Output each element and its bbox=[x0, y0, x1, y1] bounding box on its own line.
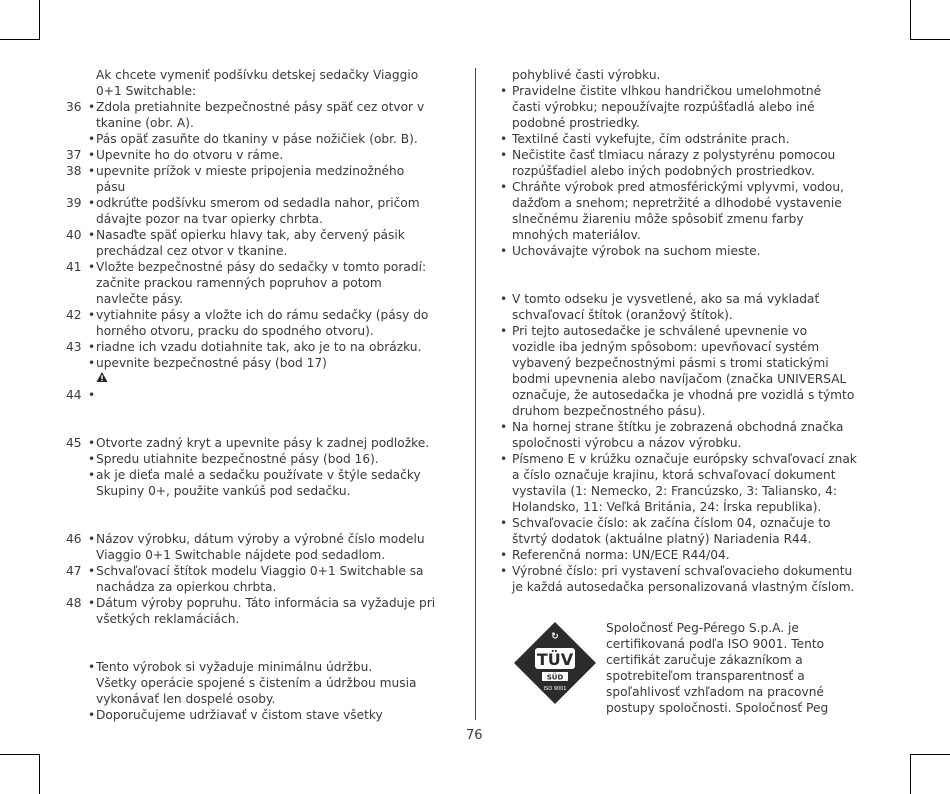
step-40: 40 • Nasaďte späť opierku hlavy tak, aby červený pásik prechádzal cez otvor v tkanine. bbox=[66, 228, 405, 258]
crop-mark-bottom-right-vertical bbox=[910, 754, 911, 794]
tuv-sud-logo bbox=[512, 620, 598, 706]
step-47: 47 • Schvaľovací štítok modelu Viaggio 0+1 Switchable sa nachádza za opierkou chrbta. bbox=[66, 564, 424, 594]
cleaning-item-2: • Textilné časti vykefujte, čím odstránite prach. bbox=[500, 132, 790, 146]
step-43-subitem: • upevnite bezpečnostné pásy (bod 17) bbox=[88, 356, 327, 370]
crop-mark-bottom-left-horizontal bbox=[0, 754, 40, 755]
step-36: 36 • Zdola pretiahnite bezpečnostné pásy späť cez otvor v tkanine (obr. A). bbox=[66, 100, 425, 130]
step-44: 44 • bbox=[66, 388, 96, 402]
page-number: 76 bbox=[466, 728, 483, 743]
maintenance-item-1: • Tento výrobok si vyžaduje minimálnu údržbu. Všetky operácie spojené s čistením a údržbou musia vykonávať len dospelé osoby. bbox=[88, 660, 417, 706]
crop-mark-top-left-horizontal bbox=[0, 39, 40, 40]
label-item-1: • V tomto odseku je vysvetlené, ako sa má vykladať schvaľovací štítok (oranžový štítok). bbox=[500, 292, 820, 322]
left-column bbox=[66, 67, 466, 723]
label-item-6: • Referenčná norma: UN/ECE R44/04. bbox=[500, 548, 730, 562]
warning-icon bbox=[96, 371, 108, 383]
crop-mark-bottom-left-vertical bbox=[39, 754, 40, 794]
label-item-2: • Pri tejto autosedačke je schválené upevnenie vo vozidle iba jedným spôsobom: upevňovací systém vybavený bezpečnostnými pásmi s tromi statickými bodmi upevnenia alebo navíjačom (značka UNIVERSAL označuje, že autosedačka je vhodná pre vozidlá s týmto druhom bezpečnostného pásu). bbox=[500, 324, 855, 418]
step-48: 48 • Dátum výroby popruhu. Táto informácia sa vyžaduje pri všetkých reklamáciách. bbox=[66, 596, 436, 626]
crop-mark-bottom-right-horizontal bbox=[910, 754, 950, 755]
label-item-3: • Na hornej strane štítku je zobrazená obchodná značka spoločnosti výrobcu a názov výrobku. bbox=[500, 420, 844, 450]
cleaning-item-3: • Nečistite časť tlmiacu nárazy z polystyrénu pomocou rozpúšťadiel alebo iných podobných prostriedkov. bbox=[500, 148, 836, 178]
intro-paragraph: Ak chcete vymeniť podšívku detskej sedačky Viaggio 0+1 Switchable: bbox=[96, 68, 419, 98]
step-45-subitem-1: • Spredu utiahnite bezpečnostné pásy (bod 16). bbox=[88, 452, 379, 466]
right-column bbox=[496, 67, 888, 595]
step-36-subitem: • Pás opäť zasuňte do tkaniny v páse nožičiek (obr. B). bbox=[88, 132, 418, 146]
step-46: 46 • Názov výrobku, dátum výroby a výrobné číslo modelu Viaggio 0+1 Switchable nájdete pod sedadlom. bbox=[66, 532, 425, 562]
maintenance-item-2: • Doporučujeme udržiavať v čistom stave všetky bbox=[88, 708, 383, 722]
cleaning-item-5: • Uchovávajte výrobok na suchom mieste. bbox=[500, 244, 761, 258]
step-38: 38 • upevnite prížok v mieste pripojenia medzinožného pásu bbox=[66, 164, 405, 194]
crop-mark-top-left-vertical bbox=[39, 0, 40, 40]
crop-mark-top-right-vertical bbox=[910, 0, 911, 40]
step-37: 37 • Upevnite ho do otvoru v ráme. bbox=[66, 148, 284, 162]
step-45: 45 • Otvorte zadný kryt a upevnite pásy k zadnej podložke. bbox=[66, 436, 430, 450]
crop-mark-top-right-horizontal bbox=[910, 39, 950, 40]
label-item-4: • Písmeno E v krúžku označuje európsky schvaľovací znak a číslo označuje krajinu, ktorá schvaľovací dokument vystavila (1: Nemecko, 2: Francúzsko, 3: Taliansko, 4: Holandsko, 11: Veľká Británia, 24: Írska republika). bbox=[500, 452, 857, 514]
step-45-subitem-2: • ak je dieťa malé a sedačku používate v štýle sedačky Skupiny 0+, použite vankúš pod sedačku. bbox=[88, 468, 421, 498]
certification-text: Spoločnosť Peg-Pérego S.p.A. je certifikovaná podľa ISO 9001. Tento certifikát zaručuje zákazníkom a spotrebiteľom transparentnosť a spoľahlivosť vzhľadom na pracovné postupy spoločnosti. Spoločnosť Peg bbox=[606, 621, 829, 715]
warning-icon-row bbox=[66, 371, 466, 387]
step-43: 43 • riadne ich vzadu dotiahnite tak, ako je to na obrázku. bbox=[66, 340, 422, 354]
column-divider bbox=[475, 68, 476, 720]
cleaning-item-1: • Pravidelne čistite vlhkou handričkou umelohmotné časti výrobku; nepoužívajte rozpúšťadlá alebo iné podobné prostriedky. bbox=[500, 84, 822, 130]
step-39: 39 • odkrúťte podšívku smerom od sedadla nahor, pričom dávajte pozor na tvar opierky chrbta. bbox=[66, 196, 420, 226]
step-41: 41 • Vložte bezpečnostné pásy do sedačky v tomto poradí: začnite prackou ramenných popruhov a potom navlečte pásy. bbox=[66, 260, 427, 306]
tuv-logo-mark: ↻ bbox=[551, 632, 559, 642]
cleaning-item-4: • Chráňte výrobok pred atmosférickými vplyvmi, vodou, dažďom a snehom; nepretržité a dlhodobé vystavenie slnečnému žiareniu môže spôsobiť zmenu farby mnohých materiálov. bbox=[500, 180, 844, 242]
tuv-logo-sub: SÜD bbox=[546, 673, 564, 682]
tuv-logo-iso: ISO 9001 bbox=[543, 686, 567, 692]
label-item-7: • Výrobné číslo: pri vystavení schvaľovacieho dokumentu je každá autosedačka personalizovaná vlastným číslom. bbox=[500, 564, 855, 594]
label-item-5: • Schvaľovacie číslo: ak začína číslom 04, označuje to štvrtý dodatok (aktuálne platný) Nariadenia R44. bbox=[500, 516, 831, 546]
step-42: 42 • vytiahnite pásy a vložte ich do rámu sedačky (pásy do horného otvoru, pracku do spodného otvoru). bbox=[66, 308, 429, 338]
tuv-logo-brand: TÜV bbox=[536, 650, 574, 669]
maintenance-continued: pohyblivé časti výrobku. bbox=[512, 68, 661, 82]
